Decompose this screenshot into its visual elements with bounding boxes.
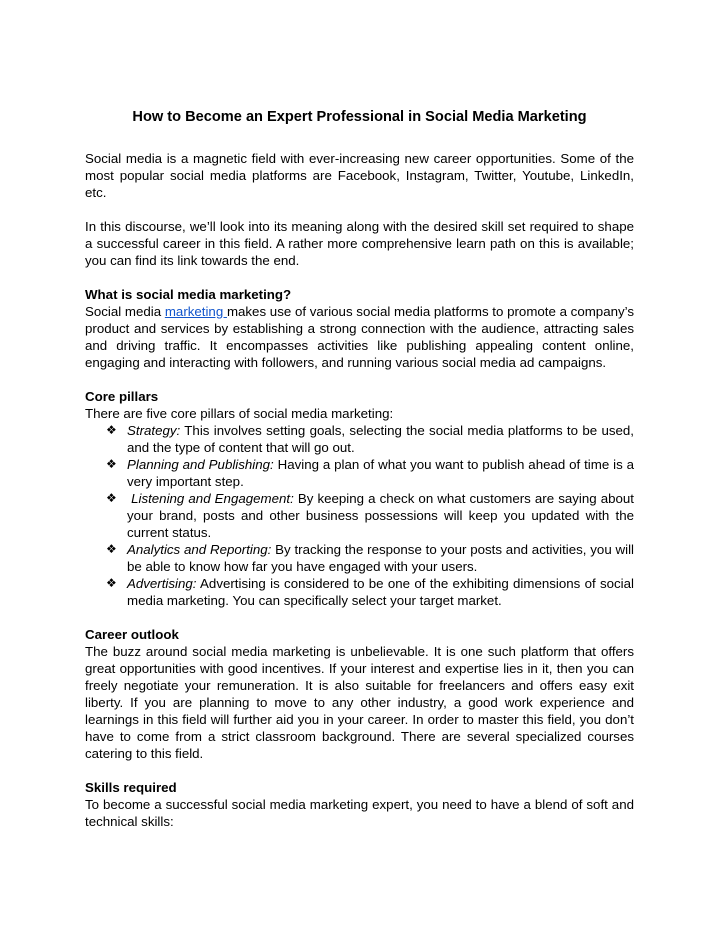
core-pillars-heading: Core pillars <box>85 389 159 404</box>
core-pillars-list <box>85 422 634 609</box>
skills-required-section <box>85 779 634 830</box>
diamond-bullet-icon: ❖ <box>106 457 117 471</box>
career-outlook-paragraph: The buzz around social media marketing is unbelievable. It is one such platform that offers great opportunities with good incentives. If your interest and expertise lies in it, then you can freely negotiate your remuneration. It is also suitable for freelancers and offers easy exit liberty. If you are planning to move to any other industry, a good work experience and learnings in this field will further aid you in your career. In order to master this field, you don’t have to come from a strict classroom background. There are several specialized courses catering to this field. <box>85 644 634 761</box>
diamond-bullet-icon: ❖ <box>106 491 117 505</box>
what-is-text-start: Social media <box>85 304 165 319</box>
pillar-text: Having a plan of what you want to publish ahead of time is a very important step. <box>127 457 634 489</box>
pillar-term: Strategy: <box>127 423 181 438</box>
intro-paragraph-1: Social media is a magnetic field with ever-increasing new career opportunities. Some of the most popular social media platforms are Facebook, Instagram, Twitter, Youtube, LinkedIn, etc. <box>85 151 634 200</box>
pillar-term: Advertising: <box>127 576 197 591</box>
pillar-text: Advertising is considered to be one of the exhibiting dimensions of social media marketing. You can specifically select your target market. <box>127 576 634 608</box>
list-item <box>106 575 634 609</box>
what-is-paragraph <box>85 303 634 371</box>
what-is-text-end: makes use of various social media platforms to promote a company’s product and services by establishing a strong connection with the audience, attracting sales and driving traffic. It encompasses activities like publishing appealing content online, engaging and interacting with followers, and running various social media ad campaigns. <box>85 304 634 370</box>
list-item <box>106 541 634 575</box>
what-is-section <box>85 286 634 371</box>
diamond-bullet-icon: ❖ <box>106 423 117 437</box>
document-title: How to Become an Expert Professional in Social Media Marketing <box>132 109 587 125</box>
pillar-term: Analytics and Reporting: <box>127 542 272 557</box>
pillar-term: Planning and Publishing: <box>127 457 274 472</box>
intro-section-2 <box>85 218 634 269</box>
pillar-text: By keeping a check on what customers are saying about your brand, posts and other business possessions will keep you updated with the current status. <box>127 491 634 540</box>
intro-paragraph-2: In this discourse, we’ll look into its meaning along with the desired skill set required to shape a successful career in this field. A rather more comprehensive learn path on this is available; you can find its link towards the end. <box>85 219 634 268</box>
list-item <box>106 456 634 490</box>
core-pillars-intro: There are five core pillars of social media marketing: <box>85 406 394 421</box>
skills-required-paragraph: To become a successful social media marketing expert, you need to have a blend of soft and technical skills: <box>85 797 634 829</box>
intro-section <box>85 150 634 201</box>
diamond-bullet-icon: ❖ <box>106 542 117 556</box>
list-item <box>106 490 634 541</box>
diamond-bullet-icon: ❖ <box>106 576 117 590</box>
list-item <box>106 422 634 456</box>
career-outlook-heading: Career outlook <box>85 627 179 642</box>
pillar-term: Listening and Engagement: <box>127 491 294 506</box>
pillar-text: By tracking the response to your posts and activities, you will be able to know how far you have engaged with your users. <box>127 542 634 574</box>
what-is-heading: What is social media marketing? <box>85 287 292 302</box>
skills-required-heading: Skills required <box>85 780 177 795</box>
core-pillars-section <box>85 388 634 609</box>
career-outlook-section <box>85 626 634 762</box>
pillar-text: This involves setting goals, selecting the social media platforms to be used, and the type of content that will go out. <box>127 423 634 455</box>
marketing-link[interactable]: marketing <box>164 304 227 319</box>
